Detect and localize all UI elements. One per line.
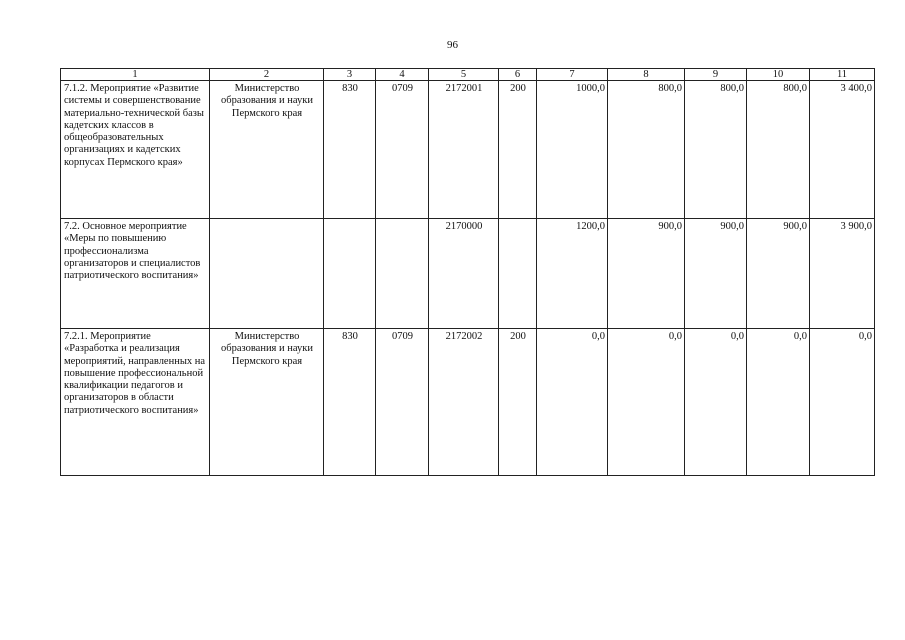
budget-table <box>60 68 875 476</box>
table-row <box>61 81 875 219</box>
column-number: 5 <box>429 69 499 81</box>
grbs-code <box>324 219 376 329</box>
column-number: 9 <box>685 69 747 81</box>
column-number: 1 <box>61 69 210 81</box>
activity-name: 7.2. Основное мероприятие «Меры по повышению профессионализма организаторов и специалистов патриотического воспитания» <box>61 219 210 329</box>
column-number: 6 <box>499 69 537 81</box>
amount-col-7: 0,0 <box>537 329 608 476</box>
table-row <box>61 219 875 329</box>
column-number: 11 <box>810 69 875 81</box>
column-number: 4 <box>376 69 429 81</box>
activity-name: 7.2.1. Мероприятие «Разработка и реализация мероприятий, направленных на повышение профессиональной квалификации педагогов и организаторов в области патриотического воспитания» <box>61 329 210 476</box>
grbs-code: 830 <box>324 81 376 219</box>
column-number: 8 <box>608 69 685 81</box>
executor: Министерство образования и науки Пермского края <box>210 81 324 219</box>
section-code <box>376 219 429 329</box>
amount-col-10: 0,0 <box>747 329 810 476</box>
amount-total: 0,0 <box>810 329 875 476</box>
amount-col-8: 0,0 <box>608 329 685 476</box>
column-number: 2 <box>210 69 324 81</box>
expense-type-code <box>499 219 537 329</box>
column-number: 7 <box>537 69 608 81</box>
amount-col-9: 800,0 <box>685 81 747 219</box>
target-article-code: 2172002 <box>429 329 499 476</box>
amount-col-10: 800,0 <box>747 81 810 219</box>
amount-col-9: 0,0 <box>685 329 747 476</box>
table-row <box>61 329 875 476</box>
target-article-code: 2170000 <box>429 219 499 329</box>
executor: Министерство образования и науки Пермского края <box>210 329 324 476</box>
column-number-row <box>61 69 875 81</box>
executor <box>210 219 324 329</box>
amount-col-10: 900,0 <box>747 219 810 329</box>
amount-col-8: 900,0 <box>608 219 685 329</box>
page-number: 96 <box>447 39 458 51</box>
amount-col-8: 800,0 <box>608 81 685 219</box>
expense-type-code: 200 <box>499 81 537 219</box>
amount-col-7: 1000,0 <box>537 81 608 219</box>
grbs-code: 830 <box>324 329 376 476</box>
target-article-code: 2172001 <box>429 81 499 219</box>
section-code: 0709 <box>376 329 429 476</box>
expense-type-code: 200 <box>499 329 537 476</box>
activity-name: 7.1.2. Мероприятие «Развитие системы и совершенствование материально-технической базы кадетских классов в общеобразовательных организациях и кадетских корпусах Пермского края» <box>61 81 210 219</box>
column-number: 10 <box>747 69 810 81</box>
amount-total: 3 400,0 <box>810 81 875 219</box>
amount-total: 3 900,0 <box>810 219 875 329</box>
amount-col-7: 1200,0 <box>537 219 608 329</box>
amount-col-9: 900,0 <box>685 219 747 329</box>
column-number: 3 <box>324 69 376 81</box>
section-code: 0709 <box>376 81 429 219</box>
